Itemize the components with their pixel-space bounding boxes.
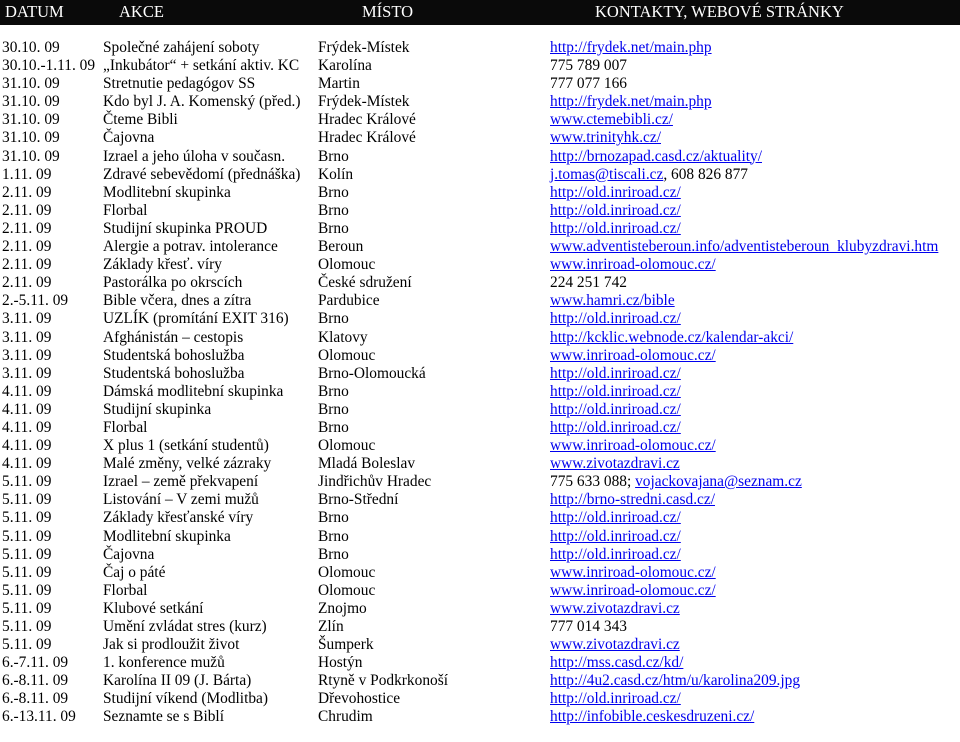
- table-row: [0, 220, 960, 238]
- event-name: Alergie a potrav. intolerance: [103, 238, 278, 256]
- event-place: Beroun: [318, 238, 364, 256]
- event-name: Modlitební skupinka: [103, 527, 231, 545]
- event-contact: [550, 111, 673, 129]
- contact-link[interactable]: http://old.inriroad.cz/: [550, 418, 681, 436]
- event-place: Olomouc: [318, 346, 376, 364]
- event-date: 2.11. 09: [2, 274, 52, 292]
- event-date: 31.10. 09: [2, 75, 60, 93]
- event-contact: [550, 618, 627, 636]
- event-contact: [550, 437, 716, 455]
- contact-link[interactable]: www.zivotazdravi.cz: [550, 636, 680, 654]
- event-date: 5.11. 09: [2, 473, 52, 491]
- contact-link[interactable]: http://old.inriroad.cz/: [550, 690, 681, 708]
- contact-text: 777 077 166: [550, 75, 627, 93]
- event-date: 31.10. 09: [2, 129, 60, 147]
- event-name: Modlitební skupinka: [103, 183, 231, 201]
- event-place: Olomouc: [318, 437, 376, 455]
- event-name: 1. konference mužů: [103, 654, 225, 672]
- event-date: 2.11. 09: [2, 219, 52, 237]
- table-row: [0, 672, 960, 690]
- table-row: [0, 600, 960, 618]
- contact-link[interactable]: www.inriroad-olomouc.cz/: [550, 581, 716, 599]
- table-row: [0, 329, 960, 347]
- contact-link[interactable]: http://brnozapad.casd.cz/aktuality/: [550, 147, 762, 165]
- event-name: Čteme Bibli: [103, 111, 178, 129]
- table-row: [0, 365, 960, 383]
- table-row: [0, 111, 960, 129]
- contact-link[interactable]: http://frydek.net/main.php: [550, 39, 712, 56]
- event-place: Olomouc: [318, 581, 376, 599]
- event-date: 2.-5.11. 09: [2, 292, 69, 310]
- event-place: České sdružení: [318, 274, 412, 292]
- event-contact: [550, 39, 712, 57]
- event-contact: [550, 636, 680, 654]
- event-contact: [550, 672, 800, 690]
- table-row: [0, 528, 960, 546]
- table-row: [0, 491, 960, 509]
- event-place: Brno: [318, 310, 349, 328]
- event-date: 3.11. 09: [2, 310, 52, 328]
- event-name: Karolína II 09 (J. Bárta): [103, 672, 252, 690]
- contact-link[interactable]: http://old.inriroad.cz/: [550, 183, 681, 201]
- event-contact: [550, 528, 681, 546]
- table-row: [0, 383, 960, 401]
- contact-link[interactable]: www.inriroad-olomouc.cz/: [550, 437, 716, 455]
- event-place: Hradec Králové: [318, 111, 416, 129]
- event-name: Jak si prodloužit život: [103, 636, 240, 654]
- event-place: Brno: [318, 400, 349, 418]
- table-row: [0, 564, 960, 582]
- event-date: 5.11. 09: [2, 491, 52, 509]
- contact-text: 775 633 088;: [550, 473, 636, 491]
- contact-text: 224 251 742: [550, 274, 627, 292]
- event-date: 2.11. 09: [2, 201, 52, 219]
- event-place: Brno-Olomoucká: [318, 364, 426, 382]
- event-date: 3.11. 09: [2, 328, 52, 346]
- contact-link[interactable]: vojackovajana@seznam.cz: [635, 473, 802, 491]
- header-kontakty: KONTAKTY, WEBOVÉ STRÁNKY: [595, 2, 844, 21]
- event-contact: [550, 93, 712, 111]
- event-contact: [550, 654, 683, 672]
- event-place: Chrudim: [318, 708, 373, 726]
- event-place: Brno: [318, 382, 349, 400]
- event-name: Dámská modlitební skupinka: [103, 382, 284, 400]
- event-name: Čajovna: [103, 129, 155, 147]
- contact-link[interactable]: http://4u2.casd.cz/htm/u/karolina209.jpg: [550, 672, 801, 690]
- contact-link[interactable]: http://brno-stredni.casd.cz/: [550, 491, 715, 509]
- event-contact: [550, 129, 661, 147]
- contact-link[interactable]: www.inriroad-olomouc.cz/: [550, 563, 716, 581]
- event-name: X plus 1 (setkání studentů): [103, 437, 269, 455]
- event-contact: [550, 202, 681, 220]
- table-row: [0, 238, 960, 256]
- event-place: Frýdek-Místek: [318, 93, 410, 111]
- event-date: 1.11. 09: [2, 165, 52, 183]
- event-name: Klubové setkání: [103, 599, 204, 617]
- event-date: 5.11. 09: [2, 527, 52, 545]
- event-name: Florbal: [103, 581, 148, 599]
- event-contact: [550, 238, 938, 256]
- event-contact: [550, 310, 681, 328]
- table-row: [0, 184, 960, 202]
- contact-link[interactable]: www.zivotazdravi.cz: [550, 599, 680, 617]
- event-place: Brno: [318, 183, 349, 201]
- event-date: 5.11. 09: [2, 563, 52, 581]
- table-row: [0, 437, 960, 455]
- event-date: 5.11. 09: [2, 636, 52, 654]
- table-row: [0, 202, 960, 220]
- table-row: [0, 57, 960, 75]
- event-contact: [550, 401, 681, 419]
- event-name: Seznamte se s Biblí: [103, 708, 224, 726]
- event-place: Karolína: [318, 57, 372, 75]
- event-date: 4.11. 09: [2, 437, 52, 455]
- event-name: Studijní víkend (Modlitba): [103, 690, 269, 708]
- contact-link[interactable]: www.zivotazdravi.cz: [550, 455, 680, 473]
- table-row: [0, 310, 960, 328]
- event-name: Studijní skupinka PROUD: [103, 219, 268, 237]
- event-contact: [550, 57, 627, 75]
- table-row: [0, 582, 960, 600]
- table-row: [0, 546, 960, 564]
- event-place: Brno: [318, 147, 349, 165]
- table-row: [0, 166, 960, 184]
- event-date: 6.-8.11. 09: [2, 672, 69, 690]
- event-name: Afghánistán – cestopis: [103, 328, 244, 346]
- event-place: Brno: [318, 545, 349, 563]
- event-contact: [550, 546, 681, 564]
- table-row: [0, 292, 960, 310]
- table-row: [0, 654, 960, 672]
- table-row: [0, 708, 960, 726]
- event-name: Pastorálka po okrscích: [103, 274, 243, 292]
- event-contact: [550, 75, 627, 93]
- table-row: [0, 401, 960, 419]
- event-contact: [550, 708, 754, 726]
- event-name: Studijní skupinka: [103, 400, 212, 418]
- contact-link[interactable]: www.ctemebibli.cz/: [550, 111, 673, 129]
- event-name: Stretnutie pedagógov SS: [103, 75, 256, 93]
- event-name: Čajovna: [103, 545, 155, 563]
- event-date: 4.11. 09: [2, 400, 52, 418]
- table-row: [0, 347, 960, 365]
- event-contact: [550, 220, 681, 238]
- event-date: 3.11. 09: [2, 346, 52, 364]
- event-name: Listování – V zemi mužů: [103, 491, 259, 509]
- event-name: Umění zvládat stres (kurz): [103, 618, 267, 635]
- event-contact: [550, 473, 802, 491]
- event-name: Malé změny, velké zázraky: [103, 455, 272, 473]
- event-name: Florbal: [103, 418, 148, 436]
- table-row: [0, 690, 960, 708]
- event-date: 30.10.-1.11. 09: [2, 57, 96, 75]
- header-datum: DATUM: [5, 2, 64, 21]
- event-contact: [550, 455, 680, 473]
- event-contact: [550, 419, 681, 437]
- table-row: [0, 419, 960, 437]
- table-header: [0, 0, 960, 25]
- table-row: [0, 455, 960, 473]
- event-date: 31.10. 09: [2, 93, 60, 111]
- event-date: 5.11. 09: [2, 581, 52, 599]
- event-name: Studentská bohoslužba: [103, 364, 245, 382]
- event-contact: [550, 600, 680, 618]
- event-date: 31.10. 09: [2, 111, 60, 129]
- contact-link[interactable]: http://old.inriroad.cz/: [550, 364, 681, 382]
- contact-link[interactable]: www.hamri.cz/bible: [550, 292, 675, 310]
- table-row: [0, 274, 960, 292]
- event-contact: [550, 292, 675, 310]
- contact-text: , 608 826 877: [663, 165, 748, 183]
- event-contact: [550, 365, 681, 383]
- event-place: Brno: [318, 418, 349, 436]
- event-place: Klatovy: [318, 328, 368, 346]
- event-date: 6.-7.11. 09: [2, 654, 69, 672]
- event-place: Mladá Boleslav: [318, 455, 416, 473]
- event-place: Brno: [318, 509, 349, 527]
- table-row: [0, 129, 960, 147]
- event-contact: [550, 564, 716, 582]
- event-place: Znojmo: [318, 599, 367, 617]
- contact-text: 777 014 343: [550, 618, 627, 635]
- contact-link[interactable]: http://frydek.net/main.php: [550, 93, 712, 111]
- event-contact: [550, 184, 681, 202]
- event-name: Studentská bohoslužba: [103, 346, 245, 364]
- event-date: 6.-8.11. 09: [2, 690, 69, 708]
- contact-link[interactable]: j.tomas@tiscali.cz: [550, 165, 664, 183]
- event-place: Olomouc: [318, 256, 376, 274]
- event-name: Zdravé sebevědomí (přednáška): [103, 165, 301, 183]
- event-place: Martin: [318, 75, 360, 93]
- event-name: Základy křesť. víry: [103, 256, 222, 274]
- event-date: 4.11. 09: [2, 455, 52, 473]
- contact-link[interactable]: http://old.inriroad.cz/: [550, 545, 681, 563]
- event-date: 5.11. 09: [2, 618, 52, 635]
- event-name: Florbal: [103, 201, 148, 219]
- event-place: Hradec Králové: [318, 129, 416, 147]
- table-row: [0, 39, 960, 57]
- event-contact: [550, 491, 715, 509]
- header-misto: MÍSTO: [362, 2, 414, 21]
- event-date: 2.11. 09: [2, 256, 52, 274]
- event-name: Základy křesťanské víry: [103, 509, 254, 527]
- event-place: Frýdek-Místek: [318, 39, 410, 56]
- event-contact: [550, 690, 681, 708]
- event-place: Brno: [318, 219, 349, 237]
- event-name: UZLÍK (promítání EXIT 316): [103, 310, 289, 328]
- event-place: Olomouc: [318, 563, 376, 581]
- event-place: Zlín: [318, 618, 344, 635]
- contact-link[interactable]: http://old.inriroad.cz/: [550, 310, 681, 328]
- event-name: Izrael a jeho úloha v současn.: [103, 147, 286, 165]
- event-place: Hostýn: [318, 654, 363, 672]
- event-place: Šumperk: [318, 636, 374, 654]
- event-name: Bible včera, dnes a zítra: [103, 292, 252, 310]
- event-place: Brno-Střední: [318, 491, 399, 509]
- table-row: [0, 473, 960, 491]
- event-date: 31.10. 09: [2, 147, 60, 165]
- event-date: 6.-13.11. 09: [2, 708, 76, 726]
- event-name: Společné zahájení soboty: [103, 39, 260, 56]
- contact-link[interactable]: http://old.inriroad.cz/: [550, 382, 681, 400]
- event-contact: [550, 256, 716, 274]
- table-row: [0, 509, 960, 527]
- event-place: Brno: [318, 201, 349, 219]
- event-contact: [550, 166, 748, 184]
- event-contact: [550, 274, 627, 292]
- table-row: [0, 256, 960, 274]
- event-date: 3.11. 09: [2, 364, 52, 382]
- event-name: Kdo byl J. A. Komenský (před.): [103, 93, 301, 111]
- contact-link[interactable]: http://old.inriroad.cz/: [550, 219, 681, 237]
- table-row: [0, 148, 960, 166]
- event-place: Rtyně v Podkrkonoší: [318, 672, 448, 690]
- event-contact: [550, 582, 716, 600]
- event-date: 2.11. 09: [2, 183, 52, 201]
- contact-link[interactable]: http://old.inriroad.cz/: [550, 527, 681, 545]
- event-place: Dřevohostice: [318, 690, 401, 708]
- contact-link[interactable]: http://kcklic.webnode.cz/kalendar-akci/: [550, 328, 794, 346]
- table-row: [0, 636, 960, 654]
- events-table: [0, 39, 960, 727]
- event-date: 30.10. 09: [2, 39, 60, 56]
- event-date: 5.11. 09: [2, 599, 52, 617]
- event-date: 2.11. 09: [2, 238, 52, 256]
- event-contact: [550, 148, 762, 166]
- contact-link[interactable]: www.adventisteberoun.info/adventisteberoun_klubyzdravi.htm: [550, 238, 939, 256]
- event-place: Pardubice: [318, 292, 380, 310]
- event-contact: [550, 347, 716, 365]
- contact-text: 775 789 007: [550, 57, 627, 75]
- event-contact: [550, 383, 681, 401]
- event-place: Kolín: [318, 165, 354, 183]
- event-date: 5.11. 09: [2, 545, 52, 563]
- event-name: Čaj o páté: [103, 563, 166, 581]
- event-name: Izrael – země překvapení: [103, 473, 259, 491]
- event-contact: [550, 329, 793, 347]
- event-date: 5.11. 09: [2, 509, 52, 527]
- contact-link[interactable]: http://old.inriroad.cz/: [550, 509, 681, 527]
- contact-link[interactable]: www.inriroad-olomouc.cz/: [550, 346, 716, 364]
- contact-link[interactable]: http://old.inriroad.cz/: [550, 201, 681, 219]
- table-row: [0, 618, 960, 636]
- contact-link[interactable]: www.trinityhk.cz/: [550, 129, 661, 147]
- contact-link[interactable]: http://mss.casd.cz/kd/: [550, 654, 684, 672]
- event-date: 4.11. 09: [2, 382, 52, 400]
- header-akce: AKCE: [119, 2, 164, 21]
- contact-link[interactable]: http://infobible.ceskesdruzeni.cz/: [550, 708, 755, 726]
- event-place: Jindřichův Hradec: [318, 473, 432, 491]
- contact-link[interactable]: www.inriroad-olomouc.cz/: [550, 256, 716, 274]
- event-name: „Inkubátor“ + setkání aktiv. KC: [103, 57, 300, 75]
- table-row: [0, 93, 960, 111]
- contact-link[interactable]: http://old.inriroad.cz/: [550, 400, 681, 418]
- event-date: 4.11. 09: [2, 418, 52, 436]
- event-contact: [550, 509, 681, 527]
- event-place: Brno: [318, 527, 349, 545]
- table-row: [0, 75, 960, 93]
